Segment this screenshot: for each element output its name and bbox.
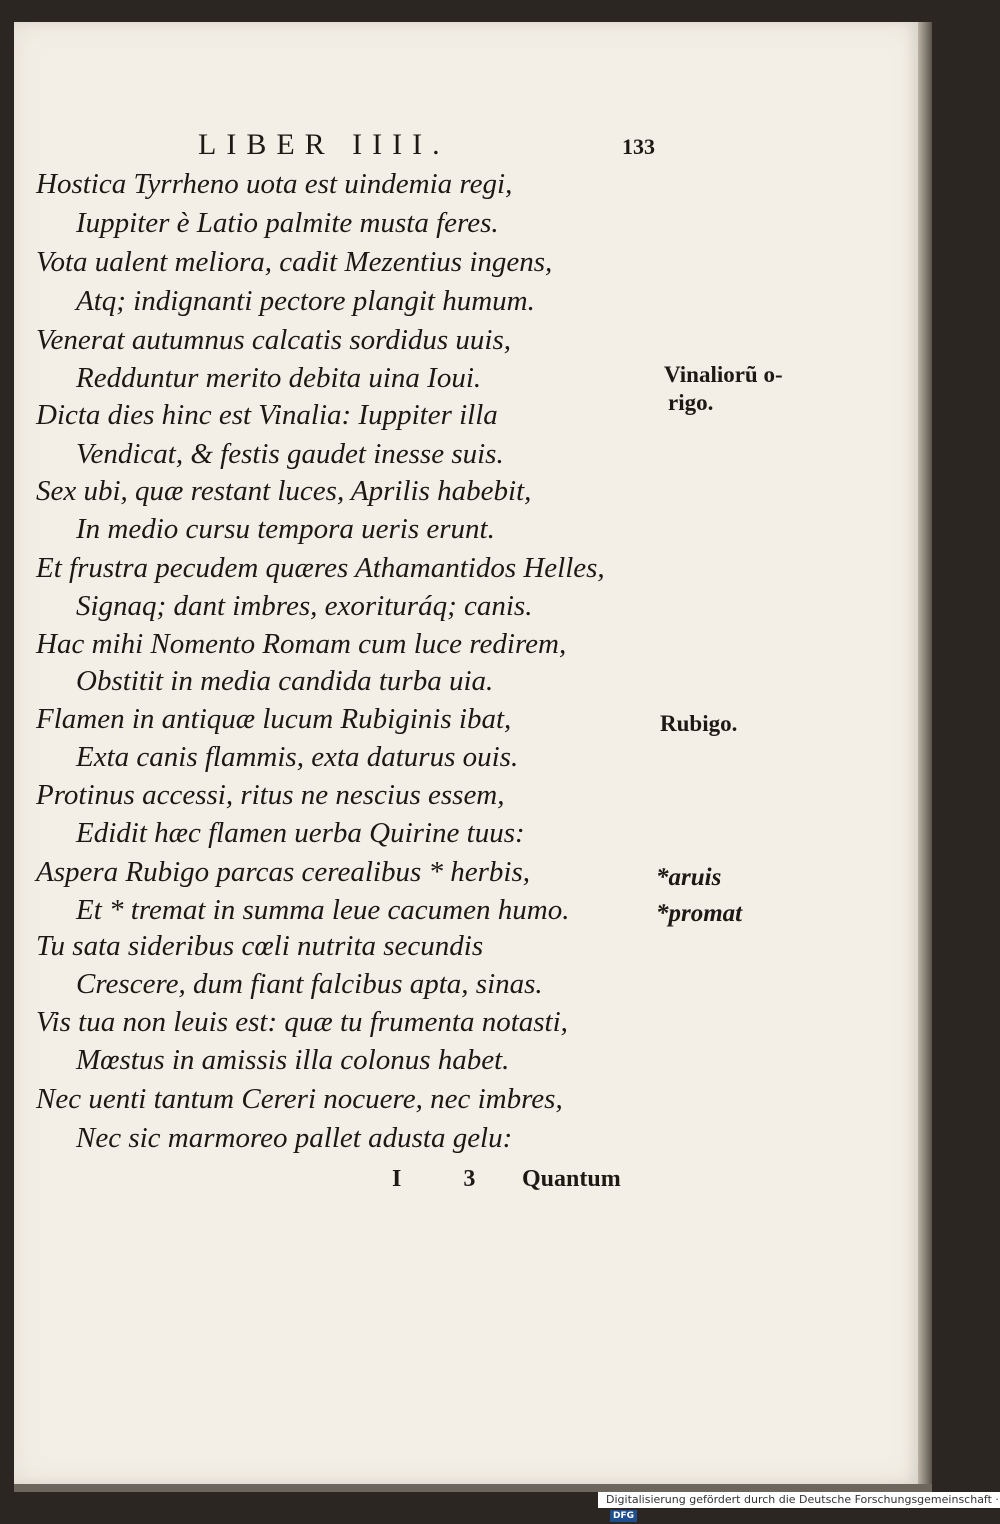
verse-line: Exta canis flammis, exta daturus ouis. — [76, 741, 519, 773]
catchword: Quantum — [522, 1166, 621, 1192]
verse-line: Hac mihi Nomento Romam cum luce redirem, — [36, 628, 567, 660]
verse-line: Vota ualent meliora, cadit Mezentius ingens, — [36, 246, 553, 278]
verse-line: Iuppiter è Latio palmite musta feres. — [76, 207, 499, 239]
folio-number: 133 — [622, 134, 655, 159]
verse-line: Edidit hæc flamen uerba Quirine tuus: — [76, 817, 525, 849]
verse-line: Crescere, dum fiant falcibus apta, sinas. — [76, 968, 543, 1000]
verse-line: Signaq; dant imbres, exorituráq; canis. — [76, 590, 533, 622]
page-gutter-shadow — [918, 22, 932, 1484]
marginal-note-vinalia-cont: rigo. — [668, 390, 714, 415]
verse-line: Flamen in antiquæ lucum Rubiginis ibat, — [36, 703, 512, 735]
signature-mark: I 3 — [392, 1166, 504, 1192]
verse-line: Venerat autumnus calcatis sordidus uuis, — [36, 324, 512, 356]
verse-line: Protinus accessi, ritus ne nescius essem, — [36, 779, 505, 811]
verse-line: Nec uenti tantum Cereri nocuere, nec imbres, — [36, 1083, 563, 1115]
marginal-note-aruis: *aruis — [656, 864, 722, 891]
verse-line: Hostica Tyrrheno uota est uindemia regi, — [36, 168, 513, 200]
verse-line: Et frustra pecudem quæres Athamantidos Helles, — [36, 552, 605, 584]
verse-line: Obstitit in media candida turba uia. — [76, 665, 494, 697]
verse-line: Et * tremat in summa leue cacumen humo. — [76, 894, 570, 926]
verse-line: Vis tua non leuis est: quæ tu frumenta notasti, — [36, 1006, 568, 1038]
verse-line: Sex ubi, quæ restant luces, Aprilis habebit, — [36, 475, 532, 507]
marginal-note-vinalia: Vinaliorũ o- — [664, 362, 783, 387]
verse-line: Atq; indignanti pectore plangit humum. — [76, 285, 535, 317]
verse-line: Mœstus in amissis illa colonus habet. — [76, 1044, 510, 1076]
verse-line: Nec sic marmoreo pallet adusta gelu: — [76, 1122, 513, 1154]
verse-line: In medio cursu tempora ueris erunt. — [76, 513, 495, 545]
footer-text: Digitalisierung gefördert durch die Deutsche Forschungsgemeinschaft · — [606, 1493, 999, 1506]
verse-line: Aspera Rubigo parcas cerealibus * herbis, — [36, 856, 531, 888]
verse-line: Redduntur merito debita uina Ioui. — [76, 362, 482, 394]
verse-line: Tu sata sideribus cœli nutrita secundis — [36, 930, 484, 962]
verse-line: Dicta dies hinc est Vinalia: Iuppiter illa — [36, 399, 498, 431]
digitization-footer — [598, 1492, 1000, 1521]
running-header: LIBER IIII. — [198, 128, 450, 161]
marginal-note-promat: *promat — [656, 900, 743, 927]
verse-line: Vendicat, & festis gaudet inesse suis. — [76, 438, 504, 470]
dfg-logo: DFG — [610, 1510, 637, 1522]
marginal-note-rubigo: Rubigo. — [660, 711, 738, 736]
page-bottom-edge — [14, 1484, 932, 1492]
